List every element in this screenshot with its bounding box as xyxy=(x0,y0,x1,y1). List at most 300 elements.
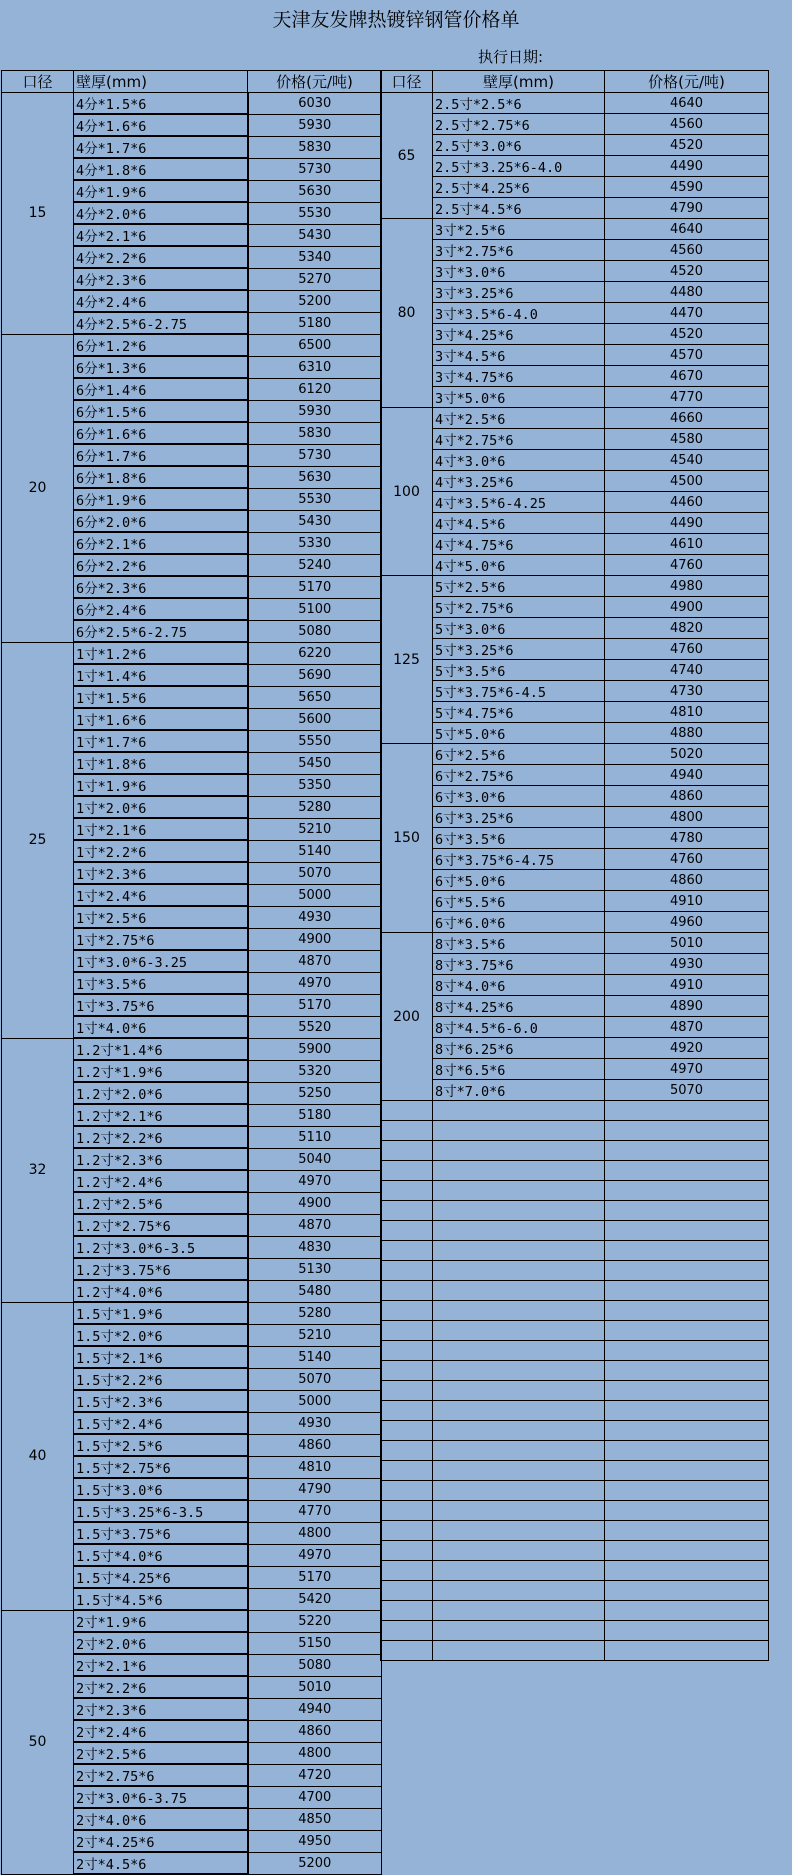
diameter-cell: 50 xyxy=(2,1610,74,1874)
price-cell: 4460 xyxy=(605,492,769,513)
header-diameter: 口径 xyxy=(381,71,433,93)
price-cell: 4570 xyxy=(605,345,769,366)
empty-cell xyxy=(381,1581,433,1601)
price-cell: 5070 xyxy=(248,1368,382,1390)
empty-cell xyxy=(433,1561,605,1581)
spec-cell: 1.5寸*2.5*6 xyxy=(74,1434,248,1456)
price-cell: 5000 xyxy=(248,1390,382,1412)
header-price: 价格(元/吨) xyxy=(248,71,382,93)
price-cell: 4980 xyxy=(605,576,769,597)
spec-cell: 1寸*1.5*6 xyxy=(74,686,248,708)
spec-cell: 1.5寸*4.5*6 xyxy=(74,1588,248,1610)
price-table-left xyxy=(1,70,382,1875)
empty-cell xyxy=(605,1341,769,1361)
price-cell: 5200 xyxy=(248,290,382,312)
spec-cell: 4分*1.9*6 xyxy=(74,180,248,202)
price-cell: 5130 xyxy=(248,1258,382,1280)
table-row xyxy=(381,366,769,387)
empty-cell xyxy=(605,1581,769,1601)
spec-cell: 2.5寸*4.25*6 xyxy=(433,177,605,198)
empty-cell xyxy=(605,1181,769,1201)
spec-cell: 2寸*4.5*6 xyxy=(74,1852,248,1874)
price-cell: 4760 xyxy=(605,639,769,660)
empty-row xyxy=(381,1241,769,1261)
spec-cell: 8寸*4.5*6-6.0 xyxy=(433,1017,605,1038)
empty-cell xyxy=(433,1121,605,1141)
spec-cell: 5寸*3.25*6 xyxy=(433,639,605,660)
spec-cell: 1.5寸*3.0*6 xyxy=(74,1478,248,1500)
spec-cell: 3寸*3.0*6 xyxy=(433,261,605,282)
price-cell: 4720 xyxy=(248,1764,382,1786)
empty-cell xyxy=(381,1361,433,1381)
spec-cell: 2.5寸*3.0*6 xyxy=(433,135,605,156)
empty-row xyxy=(381,1141,769,1161)
diameter-cell: 25 xyxy=(2,642,74,1038)
table-row xyxy=(381,723,769,744)
empty-cell xyxy=(605,1281,769,1301)
table-row xyxy=(381,261,769,282)
empty-row xyxy=(381,1301,769,1321)
price-cell: 4660 xyxy=(605,408,769,429)
table-row xyxy=(381,681,769,702)
price-cell: 4820 xyxy=(605,618,769,639)
spec-cell: 6分*1.4*6 xyxy=(74,378,248,400)
spec-cell: 6分*2.5*6-2.75 xyxy=(74,620,248,642)
table-row xyxy=(381,1038,769,1059)
empty-cell xyxy=(381,1221,433,1241)
price-cell: 4800 xyxy=(605,807,769,828)
price-cell: 5550 xyxy=(248,730,382,752)
header-wall-thickness: 壁厚(mm) xyxy=(74,71,248,93)
empty-cell xyxy=(605,1221,769,1241)
table-row xyxy=(381,618,769,639)
price-cell: 4830 xyxy=(248,1236,382,1258)
spec-cell: 5寸*3.75*6-4.5 xyxy=(433,681,605,702)
price-cell: 4760 xyxy=(605,849,769,870)
price-cell: 5320 xyxy=(248,1060,382,1082)
empty-row xyxy=(381,1441,769,1461)
spec-cell: 1.2寸*2.3*6 xyxy=(74,1148,248,1170)
empty-cell xyxy=(381,1281,433,1301)
empty-row xyxy=(381,1321,769,1341)
price-cell: 5240 xyxy=(248,554,382,576)
table-row xyxy=(381,345,769,366)
price-cell: 5040 xyxy=(248,1148,382,1170)
spec-cell: 8寸*3.75*6 xyxy=(433,954,605,975)
table-row xyxy=(381,597,769,618)
empty-row xyxy=(381,1421,769,1441)
spec-cell: 6寸*3.0*6 xyxy=(433,786,605,807)
table-row xyxy=(381,702,769,723)
spec-cell: 1.5寸*4.0*6 xyxy=(74,1544,248,1566)
empty-cell xyxy=(605,1501,769,1521)
table-row xyxy=(381,240,769,261)
table-row xyxy=(2,1038,382,1060)
empty-row xyxy=(381,1221,769,1241)
empty-cell xyxy=(605,1381,769,1401)
header-price: 价格(元/吨) xyxy=(605,71,769,93)
empty-cell xyxy=(381,1141,433,1161)
diameter-cell: 32 xyxy=(2,1038,74,1302)
empty-row xyxy=(381,1101,769,1121)
table-row xyxy=(381,870,769,891)
price-cell: 5070 xyxy=(605,1080,769,1101)
empty-cell xyxy=(381,1321,433,1341)
spec-cell: 2寸*2.3*6 xyxy=(74,1698,248,1720)
table-row xyxy=(381,1059,769,1080)
table-row xyxy=(2,93,382,115)
spec-cell: 6寸*6.0*6 xyxy=(433,912,605,933)
price-cell: 4930 xyxy=(248,1412,382,1434)
empty-row xyxy=(381,1261,769,1281)
empty-cell xyxy=(433,1461,605,1481)
spec-cell: 1.2寸*2.1*6 xyxy=(74,1104,248,1126)
spec-cell: 1寸*3.0*6-3.25 xyxy=(74,950,248,972)
spec-cell: 1寸*1.8*6 xyxy=(74,752,248,774)
empty-cell xyxy=(605,1161,769,1181)
diameter-cell: 65 xyxy=(381,93,433,219)
table-row xyxy=(381,954,769,975)
price-cell: 5430 xyxy=(248,510,382,532)
table-row xyxy=(381,177,769,198)
spec-cell: 1寸*2.1*6 xyxy=(74,818,248,840)
empty-cell xyxy=(433,1381,605,1401)
spec-cell: 2寸*2.1*6 xyxy=(74,1654,248,1676)
empty-cell xyxy=(433,1321,605,1341)
empty-cell xyxy=(381,1421,433,1441)
empty-cell xyxy=(605,1241,769,1261)
empty-row xyxy=(381,1181,769,1201)
empty-cell xyxy=(433,1441,605,1461)
spec-cell: 6寸*2.5*6 xyxy=(433,744,605,765)
spec-cell: 2.5寸*2.5*6 xyxy=(433,93,605,114)
table-row xyxy=(381,996,769,1017)
spec-cell: 4寸*4.5*6 xyxy=(433,513,605,534)
empty-cell xyxy=(605,1401,769,1421)
price-cell: 5080 xyxy=(248,620,382,642)
empty-cell xyxy=(605,1621,769,1641)
spec-cell: 6寸*3.5*6 xyxy=(433,828,605,849)
price-cell: 5930 xyxy=(248,114,382,136)
price-cell: 4930 xyxy=(605,954,769,975)
price-cell: 4890 xyxy=(605,996,769,1017)
empty-cell xyxy=(605,1101,769,1121)
spec-cell: 3寸*4.75*6 xyxy=(433,366,605,387)
spec-cell: 1.5寸*1.9*6 xyxy=(74,1302,248,1324)
spec-cell: 3寸*4.25*6 xyxy=(433,324,605,345)
price-cell: 5270 xyxy=(248,268,382,290)
spec-cell: 4分*2.3*6 xyxy=(74,268,248,290)
empty-cell xyxy=(381,1341,433,1361)
price-cell: 5020 xyxy=(605,744,769,765)
price-cell: 6030 xyxy=(248,93,382,115)
empty-cell xyxy=(433,1161,605,1181)
spec-cell: 1.2寸*3.0*6-3.5 xyxy=(74,1236,248,1258)
spec-cell: 1.2寸*1.9*6 xyxy=(74,1060,248,1082)
spec-cell: 2寸*4.25*6 xyxy=(74,1830,248,1852)
empty-row xyxy=(381,1481,769,1501)
table-row xyxy=(381,303,769,324)
table-row xyxy=(381,492,769,513)
diameter-cell: 80 xyxy=(381,219,433,408)
spec-cell: 2寸*2.75*6 xyxy=(74,1764,248,1786)
price-cell: 5280 xyxy=(248,1302,382,1324)
spec-cell: 3寸*5.0*6 xyxy=(433,387,605,408)
price-cell: 5480 xyxy=(248,1280,382,1302)
price-cell: 5280 xyxy=(248,796,382,818)
empty-row xyxy=(381,1521,769,1541)
spec-cell: 4分*1.8*6 xyxy=(74,158,248,180)
empty-cell xyxy=(605,1601,769,1621)
spec-cell: 4分*1.5*6 xyxy=(74,93,248,115)
price-cell: 4940 xyxy=(605,765,769,786)
empty-row xyxy=(381,1161,769,1181)
price-cell: 4670 xyxy=(605,366,769,387)
empty-cell xyxy=(433,1401,605,1421)
table-row xyxy=(2,1610,382,1632)
price-cell: 5210 xyxy=(248,818,382,840)
empty-cell xyxy=(381,1541,433,1561)
price-cell: 4970 xyxy=(248,1170,382,1192)
spec-cell: 1.2寸*4.0*6 xyxy=(74,1280,248,1302)
price-cell: 4540 xyxy=(605,450,769,471)
empty-cell xyxy=(605,1201,769,1221)
empty-cell xyxy=(433,1421,605,1441)
empty-cell xyxy=(605,1441,769,1461)
empty-cell xyxy=(381,1641,433,1661)
table-row xyxy=(381,114,769,135)
table-row xyxy=(381,933,769,954)
spec-cell: 6寸*3.25*6 xyxy=(433,807,605,828)
spec-cell: 3寸*3.25*6 xyxy=(433,282,605,303)
price-cell: 5170 xyxy=(248,994,382,1016)
price-cell: 5200 xyxy=(248,1852,382,1874)
table-row xyxy=(381,429,769,450)
empty-cell xyxy=(605,1561,769,1581)
spec-cell: 3寸*3.5*6-4.0 xyxy=(433,303,605,324)
empty-cell xyxy=(433,1541,605,1561)
empty-cell xyxy=(381,1121,433,1141)
price-cell: 5430 xyxy=(248,224,382,246)
spec-cell: 2.5寸*4.5*6 xyxy=(433,198,605,219)
table-row xyxy=(381,1017,769,1038)
table-row xyxy=(381,534,769,555)
empty-cell xyxy=(605,1641,769,1661)
empty-cell xyxy=(381,1101,433,1121)
empty-cell xyxy=(433,1141,605,1161)
spec-cell: 4寸*2.75*6 xyxy=(433,429,605,450)
empty-cell xyxy=(433,1101,605,1121)
empty-cell xyxy=(381,1201,433,1221)
spec-cell: 2寸*2.4*6 xyxy=(74,1720,248,1742)
price-cell: 4920 xyxy=(605,1038,769,1059)
spec-cell: 6寸*5.0*6 xyxy=(433,870,605,891)
price-cell: 5530 xyxy=(248,202,382,224)
spec-cell: 6分*1.8*6 xyxy=(74,466,248,488)
empty-cell xyxy=(381,1501,433,1521)
spec-cell: 8寸*6.25*6 xyxy=(433,1038,605,1059)
empty-row xyxy=(381,1461,769,1481)
table-row xyxy=(381,849,769,870)
empty-cell xyxy=(433,1621,605,1641)
price-cell: 4880 xyxy=(605,723,769,744)
spec-cell: 4寸*3.25*6 xyxy=(433,471,605,492)
table-row xyxy=(381,282,769,303)
table-row xyxy=(381,513,769,534)
spec-cell: 6分*1.3*6 xyxy=(74,356,248,378)
spec-cell: 3寸*2.5*6 xyxy=(433,219,605,240)
price-cell: 5140 xyxy=(248,840,382,862)
spec-cell: 6分*1.6*6 xyxy=(74,422,248,444)
empty-cell xyxy=(433,1301,605,1321)
price-table-right xyxy=(380,70,769,1661)
price-cell: 4860 xyxy=(605,870,769,891)
spec-cell: 6寸*5.5*6 xyxy=(433,891,605,912)
spec-cell: 1.5寸*3.75*6 xyxy=(74,1522,248,1544)
empty-cell xyxy=(381,1241,433,1261)
table-row xyxy=(381,156,769,177)
spec-cell: 1.2寸*2.5*6 xyxy=(74,1192,248,1214)
spec-cell: 6寸*2.75*6 xyxy=(433,765,605,786)
price-cell: 5520 xyxy=(248,1016,382,1038)
price-cell: 4860 xyxy=(605,786,769,807)
empty-cell xyxy=(381,1441,433,1461)
price-cell: 4970 xyxy=(605,1059,769,1080)
price-cell: 5180 xyxy=(248,1104,382,1126)
empty-row xyxy=(381,1601,769,1621)
diameter-cell: 200 xyxy=(381,933,433,1101)
diameter-cell: 125 xyxy=(381,576,433,744)
empty-cell xyxy=(605,1321,769,1341)
price-cell: 4610 xyxy=(605,534,769,555)
empty-cell xyxy=(605,1121,769,1141)
price-cell: 4970 xyxy=(248,972,382,994)
price-cell: 4810 xyxy=(605,702,769,723)
empty-cell xyxy=(605,1481,769,1501)
spec-cell: 4分*2.0*6 xyxy=(74,202,248,224)
table-row xyxy=(381,639,769,660)
table-row xyxy=(381,828,769,849)
spec-cell: 6分*1.9*6 xyxy=(74,488,248,510)
price-cell: 5070 xyxy=(248,862,382,884)
empty-cell xyxy=(433,1521,605,1541)
price-cell: 5170 xyxy=(248,1566,382,1588)
spec-cell: 4寸*5.0*6 xyxy=(433,555,605,576)
spec-cell: 2.5寸*3.25*6-4.0 xyxy=(433,156,605,177)
price-cell: 5600 xyxy=(248,708,382,730)
price-cell: 5170 xyxy=(248,576,382,598)
price-cell: 4800 xyxy=(248,1742,382,1764)
table-row xyxy=(381,135,769,156)
price-cell: 5690 xyxy=(248,664,382,686)
spec-cell: 1寸*1.4*6 xyxy=(74,664,248,686)
spec-cell: 1寸*2.5*6 xyxy=(74,906,248,928)
empty-cell xyxy=(605,1361,769,1381)
spec-cell: 1寸*2.4*6 xyxy=(74,884,248,906)
price-cell: 4760 xyxy=(605,555,769,576)
spec-cell: 6分*1.7*6 xyxy=(74,444,248,466)
diameter-cell: 40 xyxy=(2,1302,74,1610)
empty-cell xyxy=(605,1461,769,1481)
price-cell: 6220 xyxy=(248,642,382,664)
price-cell: 4960 xyxy=(605,912,769,933)
spec-cell: 5寸*3.5*6 xyxy=(433,660,605,681)
price-cell: 4490 xyxy=(605,513,769,534)
price-cell: 4790 xyxy=(605,198,769,219)
spec-cell: 5寸*4.75*6 xyxy=(433,702,605,723)
price-cell: 5830 xyxy=(248,136,382,158)
table-row xyxy=(381,576,769,597)
price-cell: 4900 xyxy=(248,1192,382,1214)
empty-cell xyxy=(433,1261,605,1281)
price-cell: 4790 xyxy=(248,1478,382,1500)
spec-cell: 6寸*3.75*6-4.75 xyxy=(433,849,605,870)
empty-row xyxy=(381,1541,769,1561)
price-cell: 4700 xyxy=(248,1786,382,1808)
spec-cell: 8寸*3.5*6 xyxy=(433,933,605,954)
spec-cell: 5寸*2.5*6 xyxy=(433,576,605,597)
price-cell: 6120 xyxy=(248,378,382,400)
spec-cell: 1.2寸*2.0*6 xyxy=(74,1082,248,1104)
price-cell: 4930 xyxy=(248,906,382,928)
table-row xyxy=(2,334,382,356)
empty-cell xyxy=(433,1341,605,1361)
price-cell: 5730 xyxy=(248,444,382,466)
spec-cell: 2寸*2.5*6 xyxy=(74,1742,248,1764)
spec-cell: 1.5寸*2.4*6 xyxy=(74,1412,248,1434)
price-cell: 5080 xyxy=(248,1654,382,1676)
price-cell: 4490 xyxy=(605,156,769,177)
empty-cell xyxy=(433,1501,605,1521)
spec-cell: 1寸*3.5*6 xyxy=(74,972,248,994)
empty-row xyxy=(381,1621,769,1641)
spec-cell: 1.5寸*4.25*6 xyxy=(74,1566,248,1588)
empty-cell xyxy=(433,1641,605,1661)
table-row xyxy=(381,744,769,765)
spec-cell: 2寸*3.0*6-3.75 xyxy=(74,1786,248,1808)
price-cell: 4520 xyxy=(605,261,769,282)
price-cell: 5010 xyxy=(248,1676,382,1698)
spec-cell: 1.2寸*2.2*6 xyxy=(74,1126,248,1148)
price-cell: 5340 xyxy=(248,246,382,268)
spec-cell: 6分*1.5*6 xyxy=(74,400,248,422)
price-cell: 4520 xyxy=(605,135,769,156)
price-cell: 5140 xyxy=(248,1346,382,1368)
price-cell: 4520 xyxy=(605,324,769,345)
spec-cell: 1.2寸*1.4*6 xyxy=(74,1038,248,1060)
spec-cell: 3寸*2.75*6 xyxy=(433,240,605,261)
empty-row xyxy=(381,1121,769,1141)
spec-cell: 1.2寸*2.4*6 xyxy=(74,1170,248,1192)
table-row xyxy=(381,219,769,240)
spec-cell: 4寸*2.5*6 xyxy=(433,408,605,429)
price-cell: 4940 xyxy=(248,1698,382,1720)
spec-cell: 8寸*6.5*6 xyxy=(433,1059,605,1080)
price-cell: 6500 xyxy=(248,334,382,356)
spec-cell: 3寸*4.5*6 xyxy=(433,345,605,366)
price-cell: 4950 xyxy=(248,1830,382,1852)
table-row xyxy=(381,807,769,828)
price-cell: 5150 xyxy=(248,1632,382,1654)
spec-cell: 2寸*1.9*6 xyxy=(74,1610,248,1632)
spec-cell: 1寸*1.6*6 xyxy=(74,708,248,730)
empty-cell xyxy=(381,1521,433,1541)
spec-cell: 1.5寸*3.25*6-3.5 xyxy=(74,1500,248,1522)
spec-cell: 1寸*4.0*6 xyxy=(74,1016,248,1038)
diameter-cell: 15 xyxy=(2,93,74,335)
price-cell: 5210 xyxy=(248,1324,382,1346)
empty-cell xyxy=(381,1381,433,1401)
